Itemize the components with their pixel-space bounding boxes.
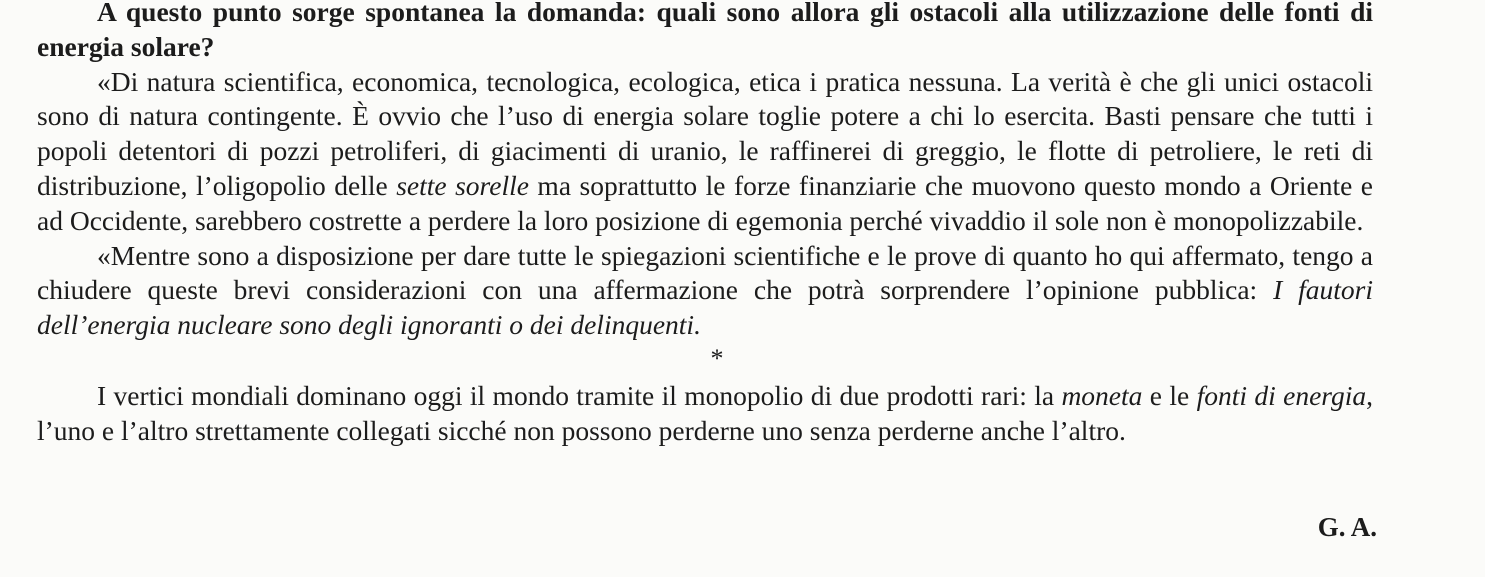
answer2-text-1: «Mentre sono a disposizione per dare tutte le spiegazioni scientifiche e le prove di quanto ho qui affermato, tengo a chiudere queste brevi considerazioni con una affermazione che potrà sorprendere l’opinione pubblica: xyxy=(37,239,1373,306)
answer2-italic: I fautori dell’energia nucleare sono degli ignoranti o dei delinquenti. xyxy=(37,274,1374,341)
answer1-italic: sette sorelle xyxy=(396,169,529,201)
section-separator: * xyxy=(710,343,724,373)
author-signature: G. A. xyxy=(1317,512,1377,542)
closing-paragraph xyxy=(37,379,1373,449)
question-heading: A questo punto sorge spontanea la domanda: quali sono allora gli ostacoli alla utilizzazione delle fonti di energia solare? xyxy=(37,0,1373,62)
closing-text-3: , l’uno e l’altro strettamente collegati sicché non possono perderne uno senza perderne anche l’altro. xyxy=(37,379,1373,446)
answer1-text-1: «Di natura scientifica, economica, tecnologica, ecologica, etica i pratica nessuna. La verità è che gli unici ostacoli sono di natura contingente. È ovvio che l’uso di energia solare toglie potere a chi lo esercita. Basti pensare che tutti i popoli detentori di pozzi petroliferi, di giacimenti di uranio, le raffinerei di greggio, le flotte di petroliere, le reti di distribuzione, l’oligopolio delle xyxy=(37,65,1373,201)
closing-italic-1: moneta xyxy=(1061,379,1143,411)
answer-paragraph-1 xyxy=(37,65,1373,239)
closing-text-2: e le xyxy=(1142,379,1197,411)
answer-paragraph-2 xyxy=(37,239,1373,343)
closing-italic-2: fonti di energia xyxy=(1196,379,1367,411)
closing-text-1: I vertici mondiali dominano oggi il mondo tramite il monopolio di due prodotti rari: la xyxy=(97,379,1062,411)
answer1-text-2: ma soprattutto le forze finanziarie che muovono questo mondo a Oriente e ad Occidente, sarebbero costrette a perdere la loro posizione di egemonia perché vivaddio il sole non è monopolizzabile. xyxy=(37,169,1373,236)
